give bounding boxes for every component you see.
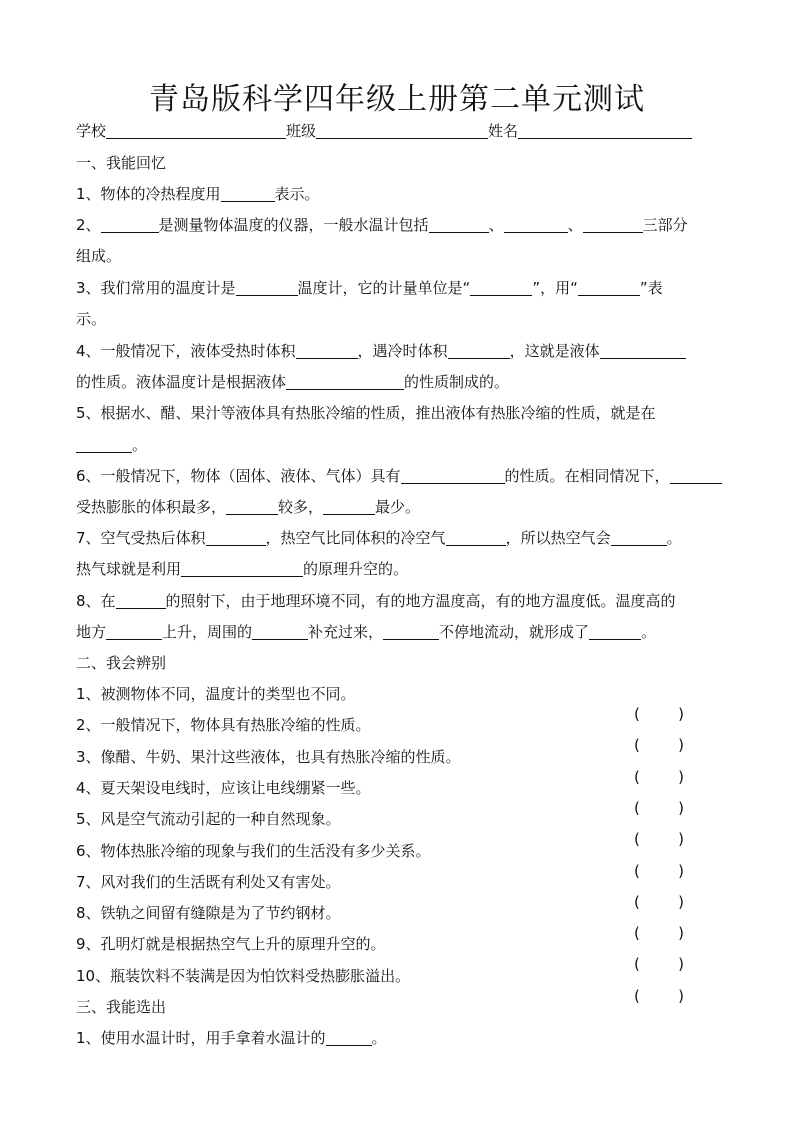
- question-text: 。: [666, 529, 682, 547]
- section-heading-recall: 一、我能回忆: [76, 154, 167, 172]
- question-text: 1、被测物体不同，温度计的类型也不同。: [76, 685, 356, 703]
- open-paren: (: [634, 924, 640, 942]
- question-text: 8、在: [76, 592, 116, 610]
- question-text: 6、一般情况下，物体（固体、液体、气体）具有: [76, 467, 401, 485]
- fill-question-6-cont: [76, 497, 720, 517]
- answer-blank[interactable]: [446, 530, 506, 546]
- question-text: 三部分: [642, 216, 688, 234]
- answer-blank[interactable]: [101, 217, 159, 233]
- name-label: 姓名: [488, 122, 519, 140]
- question-text: ，这就是液体: [509, 342, 600, 360]
- open-paren: (: [634, 768, 640, 786]
- question-text: 8、铁轨之间留有缝隙是为了节约钢材。: [76, 904, 341, 922]
- name-blank[interactable]: [518, 123, 692, 139]
- question-text: 热气球就是利用: [76, 560, 182, 578]
- open-paren: (: [634, 705, 640, 723]
- fill-question-4: [76, 341, 720, 361]
- judge-question: [76, 778, 720, 817]
- close-paren: ): [678, 924, 684, 942]
- close-paren: ): [678, 705, 684, 723]
- fill-question-2: [76, 215, 720, 235]
- question-text: 9、孔明灯就是根据热空气上升的原理升空的。: [76, 935, 386, 953]
- question-text: 6、物体热胀冷缩的现象与我们的生活没有多少关系。: [76, 842, 431, 860]
- question-text: 、: [488, 216, 504, 234]
- open-paren: (: [634, 736, 640, 754]
- answer-blank[interactable]: [76, 437, 132, 453]
- question-text: 。: [371, 1029, 387, 1047]
- answer-blank[interactable]: [181, 561, 303, 577]
- answer-blank[interactable]: [106, 624, 162, 640]
- question-text: 1、物体的冷热程度用: [76, 185, 221, 203]
- question-text: 的性质。在相同情况下，: [504, 467, 670, 485]
- question-text: ，所以热空气会: [505, 529, 611, 547]
- question-text: 5、风是空气流动引起的一种自然现象。: [76, 810, 341, 828]
- section-heading-choose: 三、我能选出: [76, 998, 167, 1016]
- question-text: 1、使用水温计时，用手拿着水温计的: [76, 1029, 326, 1047]
- question-text: 受热膨胀的体积最多，: [76, 498, 227, 516]
- question-text: ”，用“: [532, 279, 578, 297]
- answer-blank[interactable]: [448, 343, 510, 359]
- answer-blank[interactable]: [286, 374, 404, 390]
- school-blank[interactable]: [106, 123, 286, 139]
- answer-blank[interactable]: [383, 624, 439, 640]
- close-paren: ): [678, 736, 684, 754]
- fill-question-5-cont: [76, 435, 720, 455]
- student-info-row: [76, 121, 720, 141]
- answer-blank[interactable]: [401, 468, 505, 484]
- judge-question: [76, 872, 720, 911]
- fill-question-7: [76, 528, 720, 548]
- open-paren: (: [634, 955, 640, 973]
- question-text: 表示。: [274, 185, 320, 203]
- answer-blank[interactable]: [504, 217, 568, 233]
- open-paren: (: [634, 987, 640, 1005]
- judge-question: [76, 809, 720, 848]
- choice-question-1: [76, 1028, 720, 1048]
- question-text: 10、瓶装饮料不装满是因为怕饮料受热膨胀溢出。: [76, 967, 411, 985]
- close-paren: ): [678, 893, 684, 911]
- question-text: ，热空气比同体积的冷空气: [265, 529, 446, 547]
- answer-blank[interactable]: [296, 343, 358, 359]
- question-text: 4、一般情况下，液体受热时体积: [76, 342, 296, 360]
- open-paren: (: [634, 862, 640, 880]
- section-heading-judge: 二、我会辨别: [76, 654, 167, 672]
- answer-blank[interactable]: [470, 280, 532, 296]
- question-text: 较多，: [278, 498, 324, 516]
- question-text: 3、像醋、牛奶、果汁这些液体，也具有热胀冷缩的性质。: [76, 748, 461, 766]
- fill-question-6: [76, 466, 720, 486]
- question-text: 7、风对我们的生活既有利处又有害处。: [76, 873, 341, 891]
- answer-blank[interactable]: [252, 624, 308, 640]
- fill-question-4-cont: [76, 372, 720, 392]
- page-title: 青岛版科学四年级上册第二单元测试: [149, 82, 645, 117]
- fill-question-3-cont: 示。: [76, 310, 107, 328]
- close-paren: ): [678, 768, 684, 786]
- question-text: 是测量物体温度的仪器，一般水温计包括: [158, 216, 429, 234]
- answer-blank[interactable]: [670, 468, 722, 484]
- judge-question: [76, 966, 720, 1005]
- judge-question: [76, 841, 720, 880]
- close-paren: ): [678, 830, 684, 848]
- question-text: 、: [567, 216, 583, 234]
- fill-question-5: 5、根据水、醋、果汁等液体具有热胀冷缩的性质，推出液体有热胀冷缩的性质，就是在: [76, 404, 656, 422]
- fill-question-7-cont: [76, 559, 720, 579]
- question-text: 4、夏天架设电线时，应该让电线绷紧一些。: [76, 779, 371, 797]
- question-text: 的性质。液体温度计是根据液体: [76, 373, 287, 391]
- answer-blank[interactable]: [578, 280, 640, 296]
- fill-question-8-cont: [76, 622, 720, 642]
- class-label: 班级: [286, 122, 317, 140]
- judge-question: [76, 684, 720, 723]
- school-label: 学校: [76, 122, 107, 140]
- close-paren: ): [678, 955, 684, 973]
- class-blank[interactable]: [316, 123, 488, 139]
- open-paren: (: [634, 893, 640, 911]
- open-paren: (: [634, 799, 640, 817]
- judge-question: [76, 903, 720, 942]
- answer-blank[interactable]: [236, 280, 298, 296]
- judge-question: [76, 747, 720, 786]
- answer-blank[interactable]: [323, 499, 375, 515]
- answer-blank[interactable]: [600, 343, 686, 359]
- fill-question-1: [76, 184, 720, 204]
- question-text: ，遇冷时体积: [357, 342, 448, 360]
- question-text: ”表: [639, 279, 663, 297]
- question-text: 的性质制成的。: [404, 373, 510, 391]
- question-text: 2、一般情况下，物体具有热胀冷缩的性质。: [76, 716, 371, 734]
- answer-blank[interactable]: [589, 624, 641, 640]
- question-text: 补充过来，: [308, 623, 384, 641]
- close-paren: ): [678, 799, 684, 817]
- fill-question-2-cont: 组成。: [76, 247, 122, 265]
- fill-question-3: [76, 278, 720, 298]
- answer-blank[interactable]: [326, 1030, 372, 1046]
- question-text: 7、空气受热后体积: [76, 529, 206, 547]
- judge-question: [76, 715, 720, 754]
- question-text: 。: [641, 623, 657, 641]
- question-text: 2、: [76, 216, 101, 234]
- answer-blank[interactable]: [429, 217, 489, 233]
- fill-question-8: [76, 591, 720, 611]
- judge-question: [76, 934, 720, 973]
- answer-blank[interactable]: [583, 217, 643, 233]
- close-paren: ): [678, 987, 684, 1005]
- question-text: 。: [132, 436, 148, 454]
- answer-blank[interactable]: [206, 530, 266, 546]
- question-text: 不停地流动，就形成了: [439, 623, 590, 641]
- question-text: 上升，周围的: [162, 623, 253, 641]
- answer-blank[interactable]: [611, 530, 667, 546]
- question-text: 的原理升空的。: [303, 560, 409, 578]
- answer-blank[interactable]: [221, 186, 275, 202]
- question-text: 最少。: [375, 498, 421, 516]
- open-paren: (: [634, 830, 640, 848]
- answer-blank[interactable]: [116, 593, 166, 609]
- question-text: 3、我们常用的温度计是: [76, 279, 236, 297]
- question-text: 地方: [76, 623, 107, 641]
- question-text: 的照射下，由于地理环境不同，有的地方温度高，有的地方温度低。温度高的: [165, 592, 676, 610]
- answer-blank[interactable]: [226, 499, 278, 515]
- close-paren: ): [678, 862, 684, 880]
- question-text: 温度计，它的计量单位是“: [297, 279, 471, 297]
